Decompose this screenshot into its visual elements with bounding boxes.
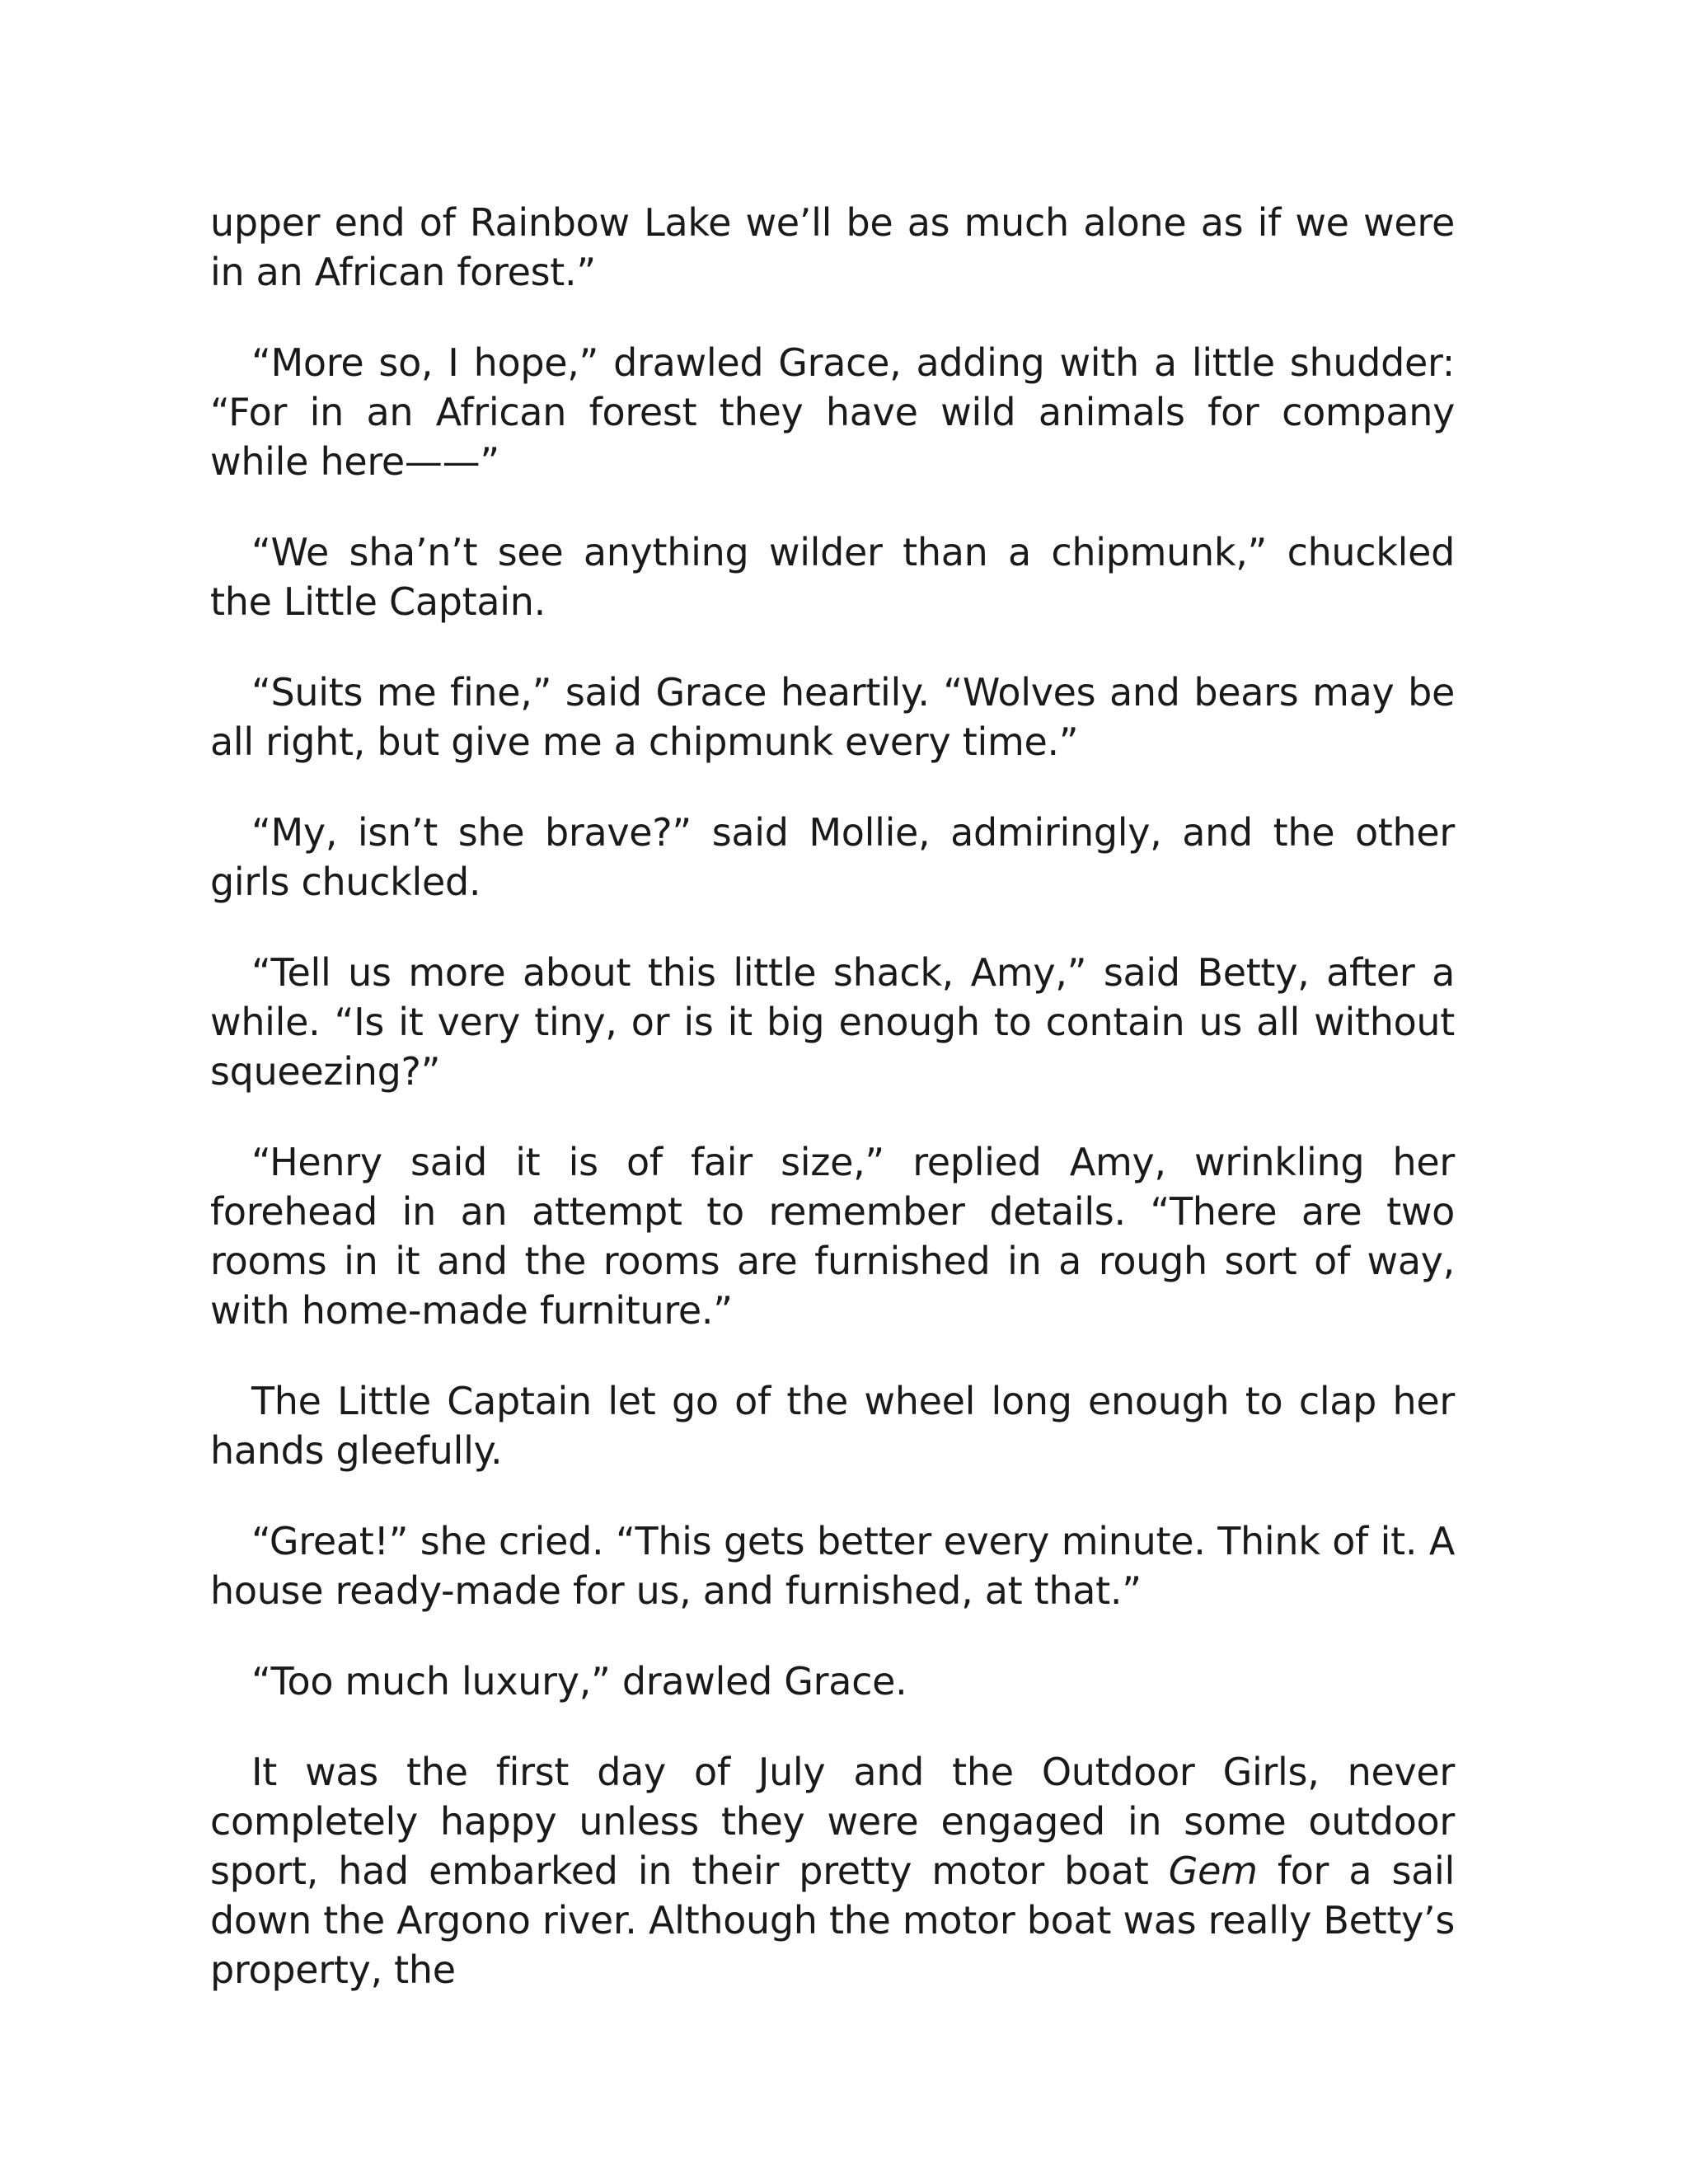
paragraph: “Too much luxury,” drawled Grace. <box>251 1659 907 1704</box>
paragraph: “More so, I hope,” drawled Grace, adding with a little shudder: “For in an African forest they have wild animals for company while here——” <box>210 340 1455 484</box>
boat-name-italic: Gem <box>1168 1849 1258 1893</box>
paragraph: “Suits me fine,” said Grace heartily. “Wolves and bears may be all right, but give me a chipmunk every time.” <box>210 670 1455 764</box>
paragraph <box>210 1747 1455 1994</box>
paragraph: “Tell us more about this little shack, Amy,” said Betty, after a while. “Is it very tiny, or is it big enough to contain us all without squeezing?” <box>210 950 1455 1094</box>
paragraph: The Little Captain let go of the wheel long enough to clap her hands gleefully. <box>210 1379 1455 1473</box>
paragraph-text: for a sail down the Argono river. Although the motor boat was really Betty’s property, the <box>210 1849 1455 1992</box>
paragraph: “Great!” she cried. “This gets better every minute. Think of it. A house ready-made for us, and furnished, at that.” <box>210 1519 1455 1613</box>
paragraph: “We sha’n’t see anything wilder than a chipmunk,” chuckled the Little Captain. <box>210 530 1455 624</box>
paragraph-continued: upper end of Rainbow Lake we’ll be as much alone as if we were in an African forest.” <box>210 200 1455 294</box>
paragraph: “My, isn’t she brave?” said Mollie, admiringly, and the other girls chuckled. <box>210 810 1455 904</box>
paragraph-text: It was the first day of July and the Outdoor Girls, never completely happy unless they were engaged in some outdoor sport, had embarked in their pretty motor boat <box>210 1750 1455 1893</box>
book-page <box>210 198 1455 1994</box>
paragraph: “Henry said it is of fair size,” replied Amy, wrinkling her forehead in an attempt to remember details. “There are two rooms in it and the rooms are furnished in a rough sort of way, with home-made furniture.” <box>210 1140 1455 1333</box>
